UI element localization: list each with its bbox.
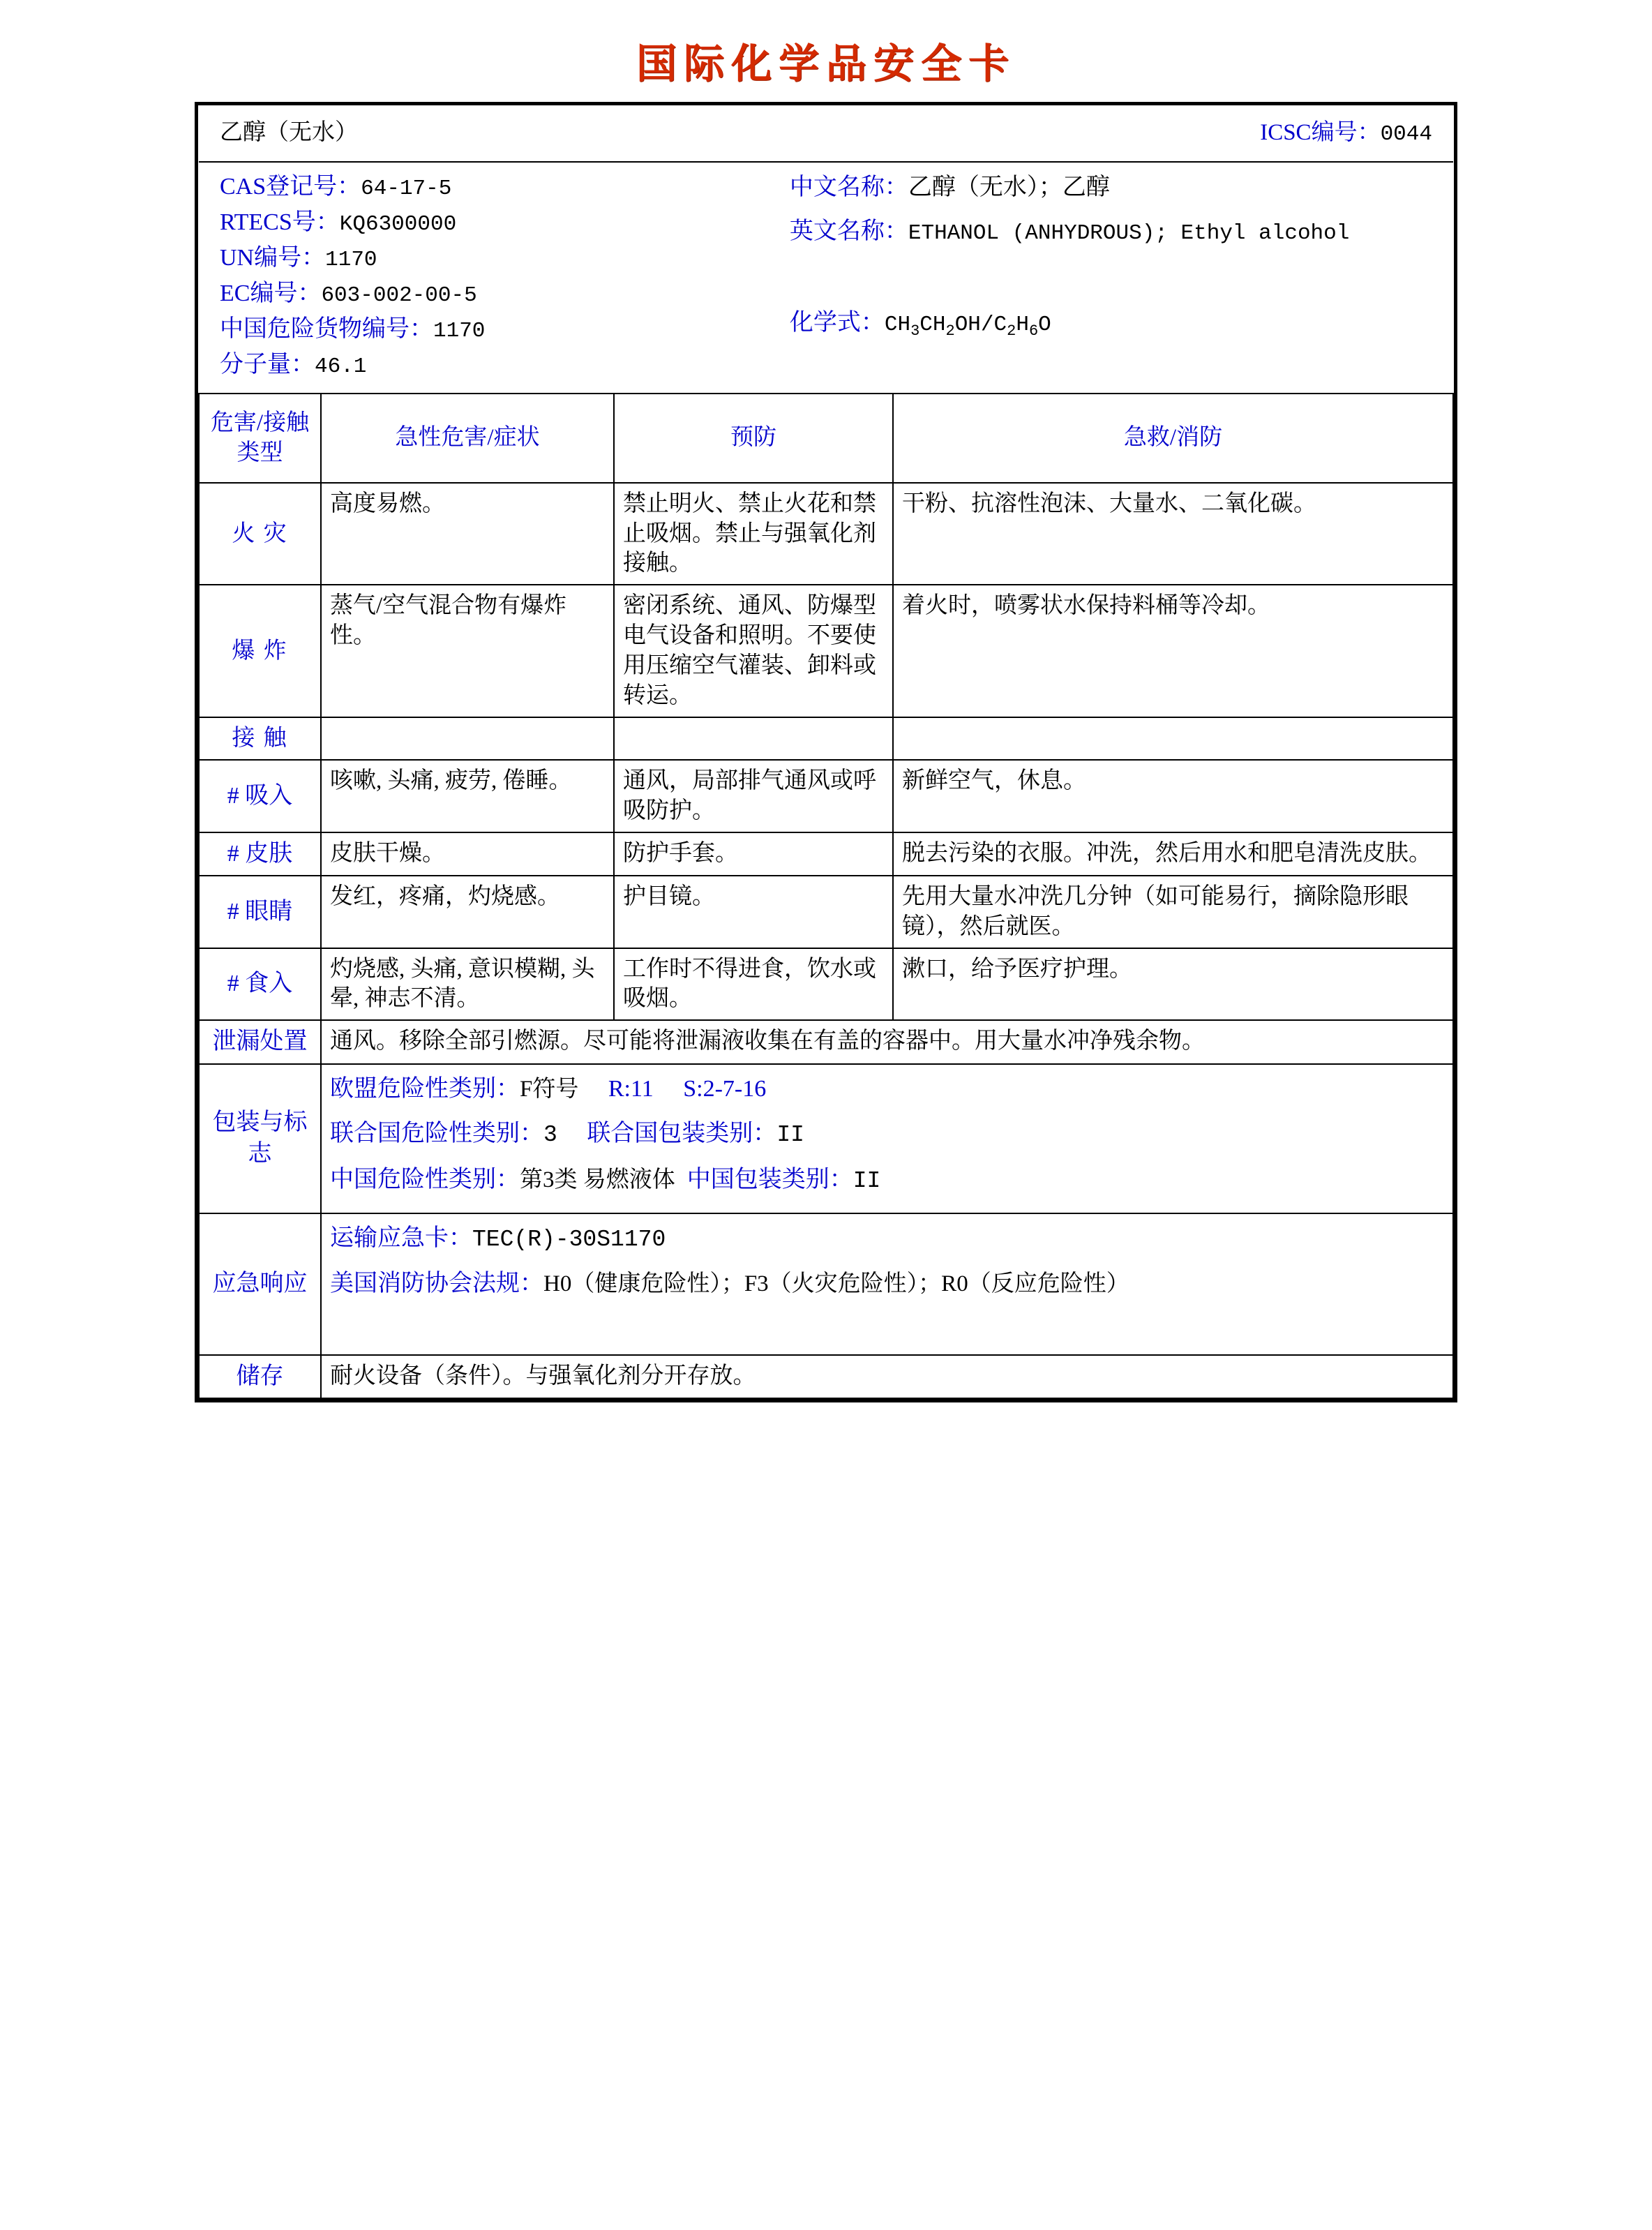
- inhalation-prevention: 通风，局部排气通风或呼吸防护。: [614, 760, 893, 832]
- id-row-en-name: [790, 214, 1432, 250]
- col-header-hazard-type-line2: 类型: [236, 440, 283, 465]
- packaging-content: [321, 1064, 1453, 1213]
- cn-pack-label: 中国包装类别：: [686, 1166, 853, 1192]
- explosion-firstaid: 着火时，喷雾状水保持料桶等冷却。: [893, 585, 1453, 717]
- table-row-explosion: [199, 585, 1453, 717]
- un-class-value: 3: [543, 1121, 557, 1148]
- row-label-spill: 泄漏处置: [199, 1020, 321, 1063]
- exposure-hazard: [321, 717, 614, 760]
- table-row-emergency: [199, 1213, 1453, 1355]
- icsc-number-cell: [614, 105, 1453, 162]
- id-row-formula: [790, 305, 1432, 343]
- explosion-hazard: 蒸气/空气混合物有爆炸性。: [321, 585, 614, 717]
- en-name-label: 英文名称：: [789, 218, 908, 244]
- id-row-cas: [220, 170, 790, 205]
- rtecs-label: RTECS号：: [220, 209, 340, 236]
- tec-label: 运输应急卡：: [330, 1225, 472, 1251]
- identification-row: [199, 162, 1453, 394]
- table-row-spill: [199, 1020, 1453, 1063]
- col-header-acute-hazards: 急性危害/症状: [321, 394, 614, 483]
- emergency-line-tec: [330, 1220, 1444, 1259]
- row-label-ingestion: # 食入: [199, 948, 321, 1021]
- inhalation-hazard: 咳嗽, 头痛, 疲劳, 倦睡。: [321, 760, 614, 832]
- table-row-exposure: [199, 717, 1453, 760]
- fire-prevention: 禁止明火、禁止火花和禁止吸烟。禁止与强氧化剂接触。: [614, 483, 893, 585]
- id-row-molecular-weight: [220, 347, 790, 383]
- ingestion-prevention: 工作时不得进食，饮水或吸烟。: [614, 948, 893, 1021]
- nfpa-label: 美国消防协会法规：: [330, 1271, 543, 1297]
- un-value: 1170: [325, 248, 377, 273]
- eyes-firstaid: 先用大量水冲洗几分钟（如可能易行，摘除隐形眼镜），然后就医。: [893, 876, 1453, 948]
- row-label-emergency: 应急响应: [199, 1213, 321, 1355]
- id-row-ec: [220, 276, 790, 312]
- spill-text: 通风。移除全部引燃源。尽可能将泄漏液收集在有盖的容器中。用大量水冲净残余物。: [321, 1020, 1453, 1063]
- cn-goods-label: 中国危险货物编号：: [220, 316, 433, 343]
- identification-block: [199, 162, 1453, 394]
- packaging-line-eu: [330, 1070, 1444, 1108]
- identification-right-column: [790, 170, 1432, 383]
- skin-hazard: 皮肤干燥。: [321, 832, 614, 876]
- eyes-hazard: 发红，疼痛，灼烧感。: [321, 876, 614, 948]
- card-header-row: [199, 105, 1453, 162]
- un-pack-label: 联合国包装类别：: [587, 1120, 777, 1146]
- nfpa-value: H0（健康危险性）；F3（火灾危险性）；R0（反应危险性）: [543, 1271, 1129, 1297]
- id-row-un: [220, 241, 790, 276]
- cn-goods-value: 1170: [433, 319, 486, 344]
- packaging-line-cn: [330, 1161, 1444, 1200]
- cn-name-label: 中文名称：: [789, 174, 908, 201]
- row-label-eyes: # 眼睛: [199, 876, 321, 948]
- eu-r-phrases: R:11: [608, 1075, 654, 1102]
- row-label-explosion: 爆 炸: [199, 585, 321, 717]
- ec-label: EC编号：: [220, 280, 322, 307]
- explosion-prevention: 密闭系统、通风、防爆型电气设备和照明。不要使用压缩空气灌装、卸料或转运。: [614, 585, 893, 717]
- table-row-packaging: [199, 1064, 1453, 1213]
- row-label-fire: 火 灾: [199, 483, 321, 585]
- id-row-cn-name: [790, 170, 1432, 207]
- col-header-first-aid: 急救/消防: [893, 394, 1453, 483]
- table-row-fire: [199, 483, 1453, 585]
- un-label: UN编号：: [220, 245, 326, 271]
- emergency-content: [321, 1213, 1453, 1355]
- en-name-value: ETHANOL (ANHYDROUS); Ethyl alcohol: [908, 220, 1350, 246]
- cn-class-label: 中国危险性类别：: [330, 1166, 520, 1192]
- storage-text: 耐火设备（条件）。与强氧化剂分开存放。: [321, 1355, 1453, 1398]
- emergency-line-nfpa: [330, 1265, 1444, 1303]
- cn-pack-value: II: [853, 1167, 881, 1194]
- fire-firstaid: 干粉、抗溶性泡沫、大量水、二氧化碳。: [893, 483, 1453, 585]
- ingestion-firstaid: 漱口，给予医疗护理。: [893, 948, 1453, 1021]
- eu-s-phrases: S:2-7-16: [683, 1075, 767, 1102]
- table-row-skin: [199, 832, 1453, 876]
- eu-class-label: 欧盟危险性类别：: [330, 1075, 520, 1102]
- row-label-inhalation: # 吸入: [199, 760, 321, 832]
- page-title: 国际化学品安全卡: [636, 40, 1016, 87]
- rtecs-value: KQ6300000: [339, 212, 457, 237]
- skin-firstaid: 脱去污染的衣服。冲洗，然后用水和肥皂清洗皮肤。: [893, 832, 1453, 876]
- table-row-storage: [199, 1355, 1453, 1398]
- row-label-exposure: 接 触: [199, 717, 321, 760]
- formula-label: 化学式：: [789, 310, 885, 336]
- col-header-hazard-type-line1: 危害/接触: [210, 410, 310, 435]
- mw-label: 分子量：: [220, 351, 315, 377]
- exposure-prevention: [614, 717, 893, 760]
- mw-value: 46.1: [315, 354, 367, 379]
- eyes-prevention: 护目镜。: [614, 876, 893, 948]
- substance-name: 乙醇（无水）: [199, 105, 614, 162]
- table-row-ingestion: [199, 948, 1453, 1021]
- cn-name-value: 乙醇（无水）；乙醇: [908, 174, 1110, 201]
- exposure-firstaid: [893, 717, 1453, 760]
- eu-class-value: F符号: [520, 1076, 579, 1102]
- cas-value: 64-17-5: [361, 177, 452, 202]
- table-row-eyes: [199, 876, 1453, 948]
- cn-class-value: 第3类 易燃液体: [520, 1167, 675, 1192]
- ec-value: 603-002-00-5: [321, 283, 477, 308]
- fire-hazard: 高度易燃。: [321, 483, 614, 585]
- col-header-hazard-type: [199, 394, 321, 483]
- packaging-line-un: [330, 1115, 1444, 1154]
- identification-left-column: [220, 170, 790, 383]
- ingestion-hazard: 灼烧感, 头痛, 意识模糊, 头晕, 神志不清。: [321, 948, 614, 1021]
- row-label-storage: 储存: [199, 1355, 321, 1398]
- table-row-inhalation: [199, 760, 1453, 832]
- icsc-label: ICSC编号：: [1260, 120, 1381, 145]
- id-row-cn-dangerous-goods: [220, 312, 790, 347]
- col-header-prevention: 预防: [614, 394, 893, 483]
- cas-label: CAS登记号：: [220, 174, 361, 200]
- column-header-row: [199, 394, 1453, 483]
- row-label-packaging: 包装与标志: [199, 1064, 321, 1213]
- id-row-rtecs: [220, 205, 790, 241]
- un-class-label: 联合国危险性类别：: [330, 1120, 543, 1146]
- inhalation-firstaid: 新鲜空气，休息。: [893, 760, 1453, 832]
- formula-value: $CH_3CH_2OH/C_2H_6O$: [884, 313, 1051, 341]
- icsc-card: [195, 102, 1457, 1402]
- icsc-table: [198, 105, 1454, 1399]
- un-pack-value: II: [776, 1121, 804, 1148]
- skin-prevention: 防护手套。: [614, 832, 893, 876]
- tec-value: TEC(R)-30S1170: [472, 1226, 666, 1252]
- icsc-value: 0044: [1380, 122, 1432, 147]
- row-label-skin: # 皮肤: [199, 832, 321, 876]
